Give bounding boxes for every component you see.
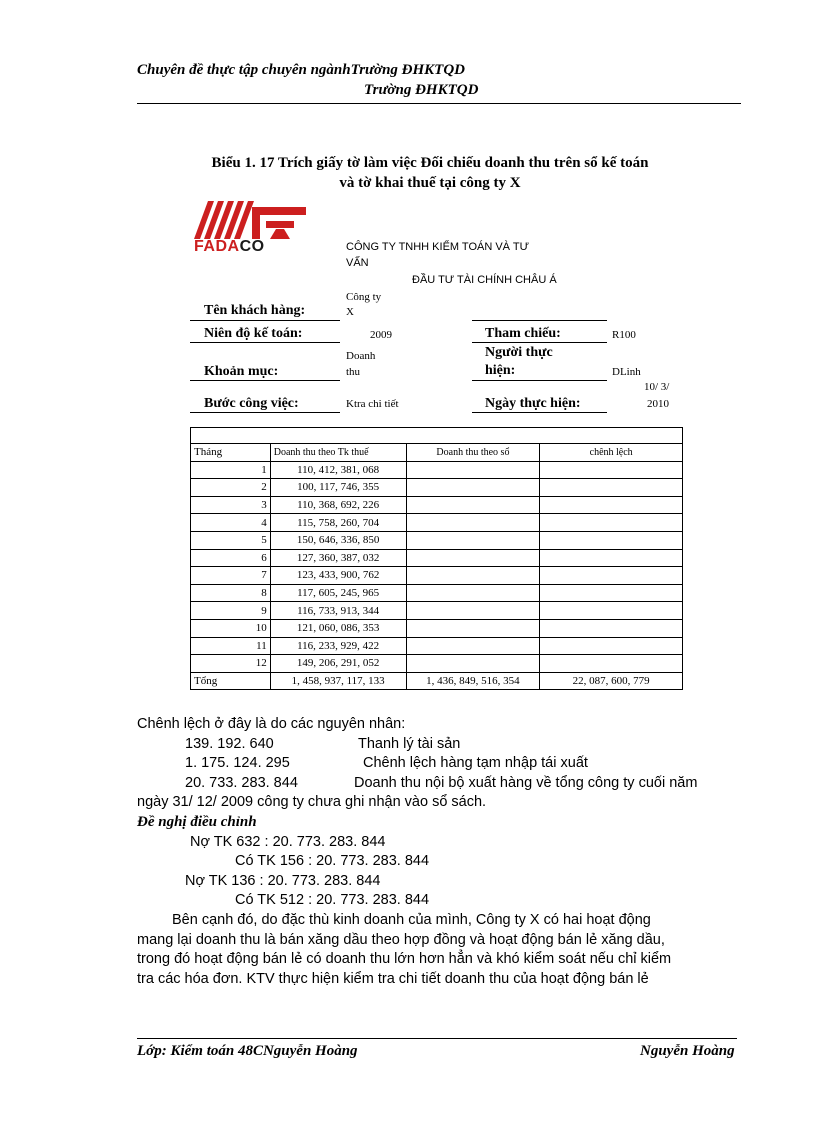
cell-tax-revenue: 123, 433, 900, 762: [270, 567, 406, 585]
paragraph-line3: trong đó hoạt động bán lẻ có doanh thu lớn hơn hẳn và khó kiểm soát nếu chỉ kiểm: [137, 951, 672, 967]
company-name-line3: ĐẦU TƯ TÀI CHÍNH CHÂU Á: [412, 274, 557, 286]
client-value-2: X: [346, 306, 354, 318]
cell-month: 11: [191, 637, 271, 655]
cell-difference: [540, 619, 683, 637]
cell-book-revenue: [406, 584, 540, 602]
logo-text-da: DA: [215, 238, 240, 255]
header-difference: chênh lệch: [540, 444, 683, 462]
cell-month: 12: [191, 655, 271, 673]
cell-month: 3: [191, 496, 271, 514]
performer-label-1: Người thực: [485, 345, 553, 360]
account-underline: [190, 380, 340, 381]
period-label: Niên độ kế toán:: [204, 326, 303, 341]
figure-title-line2: và tờ khai thuế tại công ty X: [339, 175, 521, 191]
total-label: Tổng: [191, 672, 271, 690]
account-label: Khoản mục:: [204, 364, 279, 379]
cell-book-revenue: [406, 549, 540, 567]
table-row: [191, 479, 683, 497]
reason-3-continuation: ngày 31/ 12/ 2009 công ty chưa ghi nhận vào sổ sách.: [137, 794, 487, 810]
figure-title: [100, 153, 760, 193]
company-name-line2: VẤN: [346, 257, 369, 269]
ref-value: R100: [612, 329, 636, 341]
cell-difference: [540, 549, 683, 567]
fadaco-logo: [194, 201, 314, 257]
cell-month: 2: [191, 479, 271, 497]
total-difference: 22, 087, 600, 779: [540, 672, 683, 690]
header-tax-revenue: Doanh thu theo Tk thuế: [270, 444, 406, 462]
cell-tax-revenue: 149, 206, 291, 052: [270, 655, 406, 673]
header-month: Tháng: [191, 444, 271, 462]
ref-label: Tham chiếu:: [485, 326, 561, 341]
table-row: [191, 655, 683, 673]
table-row: [191, 549, 683, 567]
account-value-1: Doanh: [346, 350, 376, 362]
figure-title-line1: Biểu 1. 17 Trích giấy tờ làm việc Đối chiếu doanh thu trên sổ kế toán: [211, 155, 649, 171]
cell-difference: [540, 514, 683, 532]
table-row: [191, 584, 683, 602]
fadaco-logo-mark: [194, 201, 314, 241]
cell-tax-revenue: 115, 758, 260, 704: [270, 514, 406, 532]
table-total-row: [191, 672, 683, 690]
cell-tax-revenue: 127, 360, 387, 032: [270, 549, 406, 567]
cell-month: 5: [191, 531, 271, 549]
cell-difference: [540, 479, 683, 497]
performer-underline: [472, 380, 607, 381]
total-tax-revenue: 1, 458, 937, 117, 133: [270, 672, 406, 690]
cell-tax-revenue: 116, 233, 929, 422: [270, 637, 406, 655]
reason-1-text: Thanh lý tài sản: [358, 736, 461, 752]
cell-difference: [540, 655, 683, 673]
client-label: Tên khách hàng:: [204, 303, 306, 318]
cell-tax-revenue: 121, 060, 086, 353: [270, 619, 406, 637]
logo-text-fa: FA: [194, 238, 216, 255]
cell-month: 6: [191, 549, 271, 567]
cell-book-revenue: [406, 567, 540, 585]
footer-left: Lớp: Kiểm toán 48CNguyễn Hoàng: [137, 1043, 358, 1059]
header-book-revenue: Doanh thu theo sổ: [406, 444, 540, 462]
cell-month: 7: [191, 567, 271, 585]
cell-difference: [540, 602, 683, 620]
reason-3-text: Doanh thu nội bộ xuất hàng về tổng công ty cuối năm: [354, 775, 698, 791]
table-row: [191, 514, 683, 532]
account-value-2: thu: [346, 366, 361, 378]
revenue-comparison-table: [190, 427, 683, 690]
cell-difference: [540, 496, 683, 514]
period-underline: [190, 342, 340, 343]
reason-3-amount: 20. 733. 283. 844: [185, 775, 298, 791]
cell-book-revenue: [406, 531, 540, 549]
step-value: Ktra chi tiết: [346, 398, 399, 410]
cell-tax-revenue: 100, 117, 746, 355: [270, 479, 406, 497]
total-book-revenue: 1, 436, 849, 516, 354: [406, 672, 540, 690]
cell-book-revenue: [406, 461, 540, 479]
cell-month: 8: [191, 584, 271, 602]
table-row: [191, 461, 683, 479]
performer-label-2: hiện:: [485, 363, 516, 378]
date-value-1: 10/ 3/: [644, 381, 670, 393]
running-header-line2: Trường ĐHKTQD: [364, 82, 479, 98]
table-row: [191, 567, 683, 585]
reason-1-amount: 139. 192. 640: [185, 736, 274, 752]
cell-book-revenue: [406, 514, 540, 532]
cell-tax-revenue: 117, 605, 245, 965: [270, 584, 406, 602]
running-header-line1: Chuyên đề thực tập chuyên ngànhTrường ĐHKTQD: [137, 62, 466, 78]
body-intro: Chênh lệch ở đây là do các nguyên nhân:: [137, 716, 406, 732]
cell-book-revenue: [406, 602, 540, 620]
date-underline: [472, 412, 607, 413]
reason-2-amount: 1. 175. 124. 295: [185, 755, 290, 771]
entry-3: Nợ TK 136 : 20. 773. 283. 844: [185, 873, 381, 889]
paragraph-line1: Bên cạnh đó, do đặc thù kinh doanh của mình, Công ty X có hai hoạt động: [172, 912, 651, 928]
proposal-title: Đề nghị điều chỉnh: [137, 814, 257, 830]
performer-value: DLinh: [612, 366, 641, 378]
cell-tax-revenue: 110, 368, 692, 226: [270, 496, 406, 514]
client-value-underline: [472, 320, 607, 321]
step-underline: [190, 412, 340, 413]
cell-month: 10: [191, 619, 271, 637]
cell-book-revenue: [406, 496, 540, 514]
paragraph-line2: mang lại doanh thu là bán xăng dầu theo hợp đồng và hoạt động bán lẻ xăng dầu,: [137, 932, 665, 948]
cell-difference: [540, 584, 683, 602]
footer-rule: [137, 1038, 737, 1039]
reason-2-text: Chênh lệch hàng tạm nhập tái xuất: [363, 755, 588, 771]
client-label-underline: [190, 320, 340, 321]
client-value-1: Công ty: [346, 291, 382, 303]
logo-text-co: CO: [239, 238, 265, 255]
date-value-2: 2010: [647, 398, 669, 410]
table-row: [191, 637, 683, 655]
cell-tax-revenue: 116, 733, 913, 344: [270, 602, 406, 620]
table-row: [191, 531, 683, 549]
entry-4: Có TK 512 : 20. 773. 283. 844: [235, 892, 430, 908]
ref-underline: [472, 342, 607, 343]
cell-month: 4: [191, 514, 271, 532]
cell-tax-revenue: 150, 646, 336, 850: [270, 531, 406, 549]
date-label: Ngày thực hiện:: [485, 396, 581, 411]
cell-month: 9: [191, 602, 271, 620]
cell-book-revenue: [406, 479, 540, 497]
cell-difference: [540, 637, 683, 655]
cell-difference: [540, 567, 683, 585]
table-row: [191, 496, 683, 514]
table-spacer-row: [191, 428, 683, 444]
company-name-line1: CÔNG TY TNHH KIỂM TOÁN VÀ TƯ: [346, 241, 529, 253]
fadaco-logo-text: [194, 238, 265, 256]
cell-difference: [540, 461, 683, 479]
entry-1: Nợ TK 632 : 20. 773. 283. 844: [190, 834, 386, 850]
cell-month: 1: [191, 461, 271, 479]
cell-book-revenue: [406, 655, 540, 673]
paragraph-line4: tra các hóa đơn. KTV thực hiện kiểm tra chi tiết doanh thu của hoạt động bán lẻ: [137, 971, 649, 987]
cell-book-revenue: [406, 619, 540, 637]
cell-book-revenue: [406, 637, 540, 655]
footer-right: Nguyễn Hoàng: [640, 1043, 735, 1059]
table-header-row: [191, 444, 683, 462]
period-value: 2009: [370, 329, 392, 341]
table-row: [191, 602, 683, 620]
step-label: Bước công việc:: [204, 396, 299, 411]
table-row: [191, 619, 683, 637]
entry-2: Có TK 156 : 20. 773. 283. 844: [235, 853, 430, 869]
cell-difference: [540, 531, 683, 549]
header-rule: [137, 103, 741, 104]
cell-tax-revenue: 110, 412, 381, 068: [270, 461, 406, 479]
